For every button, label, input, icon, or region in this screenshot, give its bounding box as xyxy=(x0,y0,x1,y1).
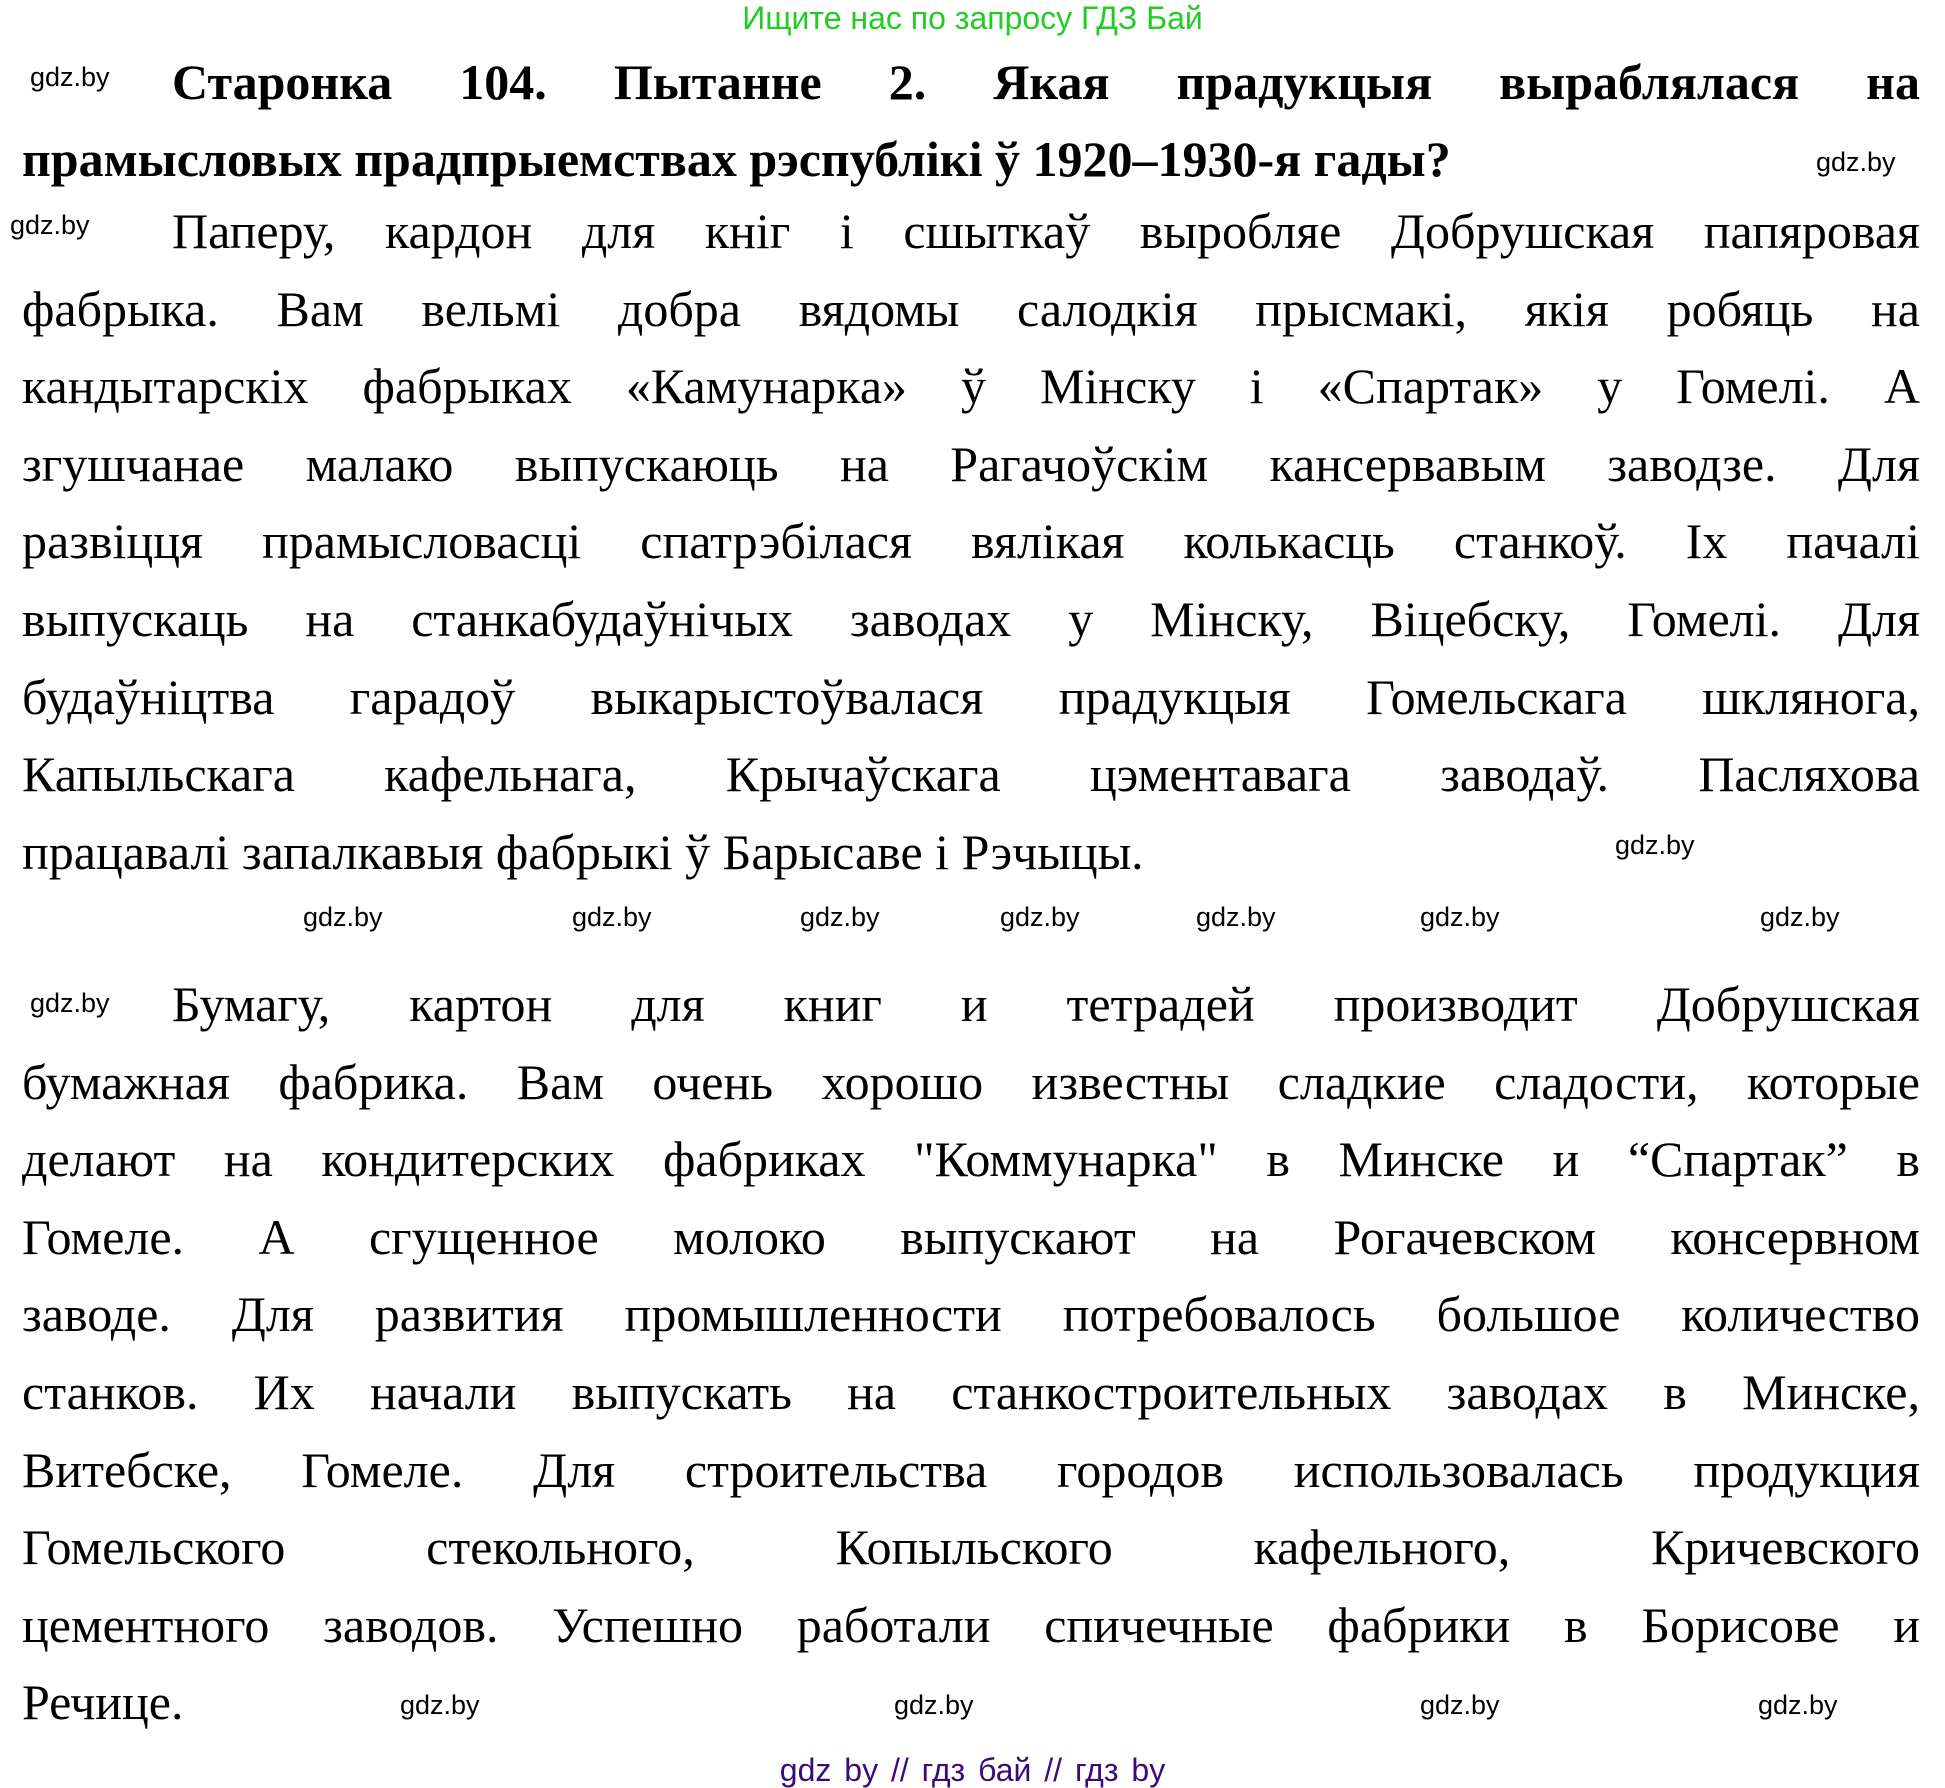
text-line: заводе. Для развития промышленности потребовалось большое количество xyxy=(22,1286,1920,1343)
watermark: gdz.by xyxy=(1760,902,1840,932)
text-line: фабрыка. Вам вельмі добра вядомы салодкія прысмакі, якія робяць на xyxy=(22,280,1920,337)
text-line: бумажная фабрика. Вам очень хорошо известны сладкие сладости, которые xyxy=(22,1053,1920,1110)
watermark: gdz.by xyxy=(1758,1690,1838,1720)
question-title xyxy=(22,44,1920,198)
text-line: Витебске, Гомеле. Для строительства городов использовалась продукция xyxy=(22,1441,1920,1498)
text-line: цементного заводов. Успешно работали спичечные фабрики в Борисове и xyxy=(22,1596,1920,1653)
text-line: Гомеле. А сгущенное молоко выпускают на Рогачевском консервном xyxy=(22,1208,1920,1265)
title-line: прамысловых прадпрыемствах рэспублікі ў 1920–1930-я гады? xyxy=(22,131,1451,187)
text-line: працавалі запалкавыя фабрыкі ў Барысаве і Рэчыцы. xyxy=(22,823,1144,880)
text-line: кандытарскіх фабрыках «Камунарка» ў Мінску і «Спартак» у Гомелі. А xyxy=(22,358,1920,415)
watermark: gdz.by xyxy=(1196,902,1276,932)
title-line: Старонка 104. Пытанне 2. Якая прадукцыя выраблялася на xyxy=(172,54,1920,110)
watermark: gdz.by xyxy=(1615,830,1695,860)
text-line: станков. Их начали выпускать на станкостроительных заводах в Минске, xyxy=(22,1363,1920,1420)
watermark: gdz.by xyxy=(30,62,110,92)
text-line: делают на кондитерских фабриках "Коммунарка" в Минске и “Спартак” в xyxy=(22,1131,1920,1188)
watermark: gdz.by xyxy=(1000,902,1080,932)
watermark: gdz.by xyxy=(400,1690,480,1720)
text-line: Капыльскага кафельнага, Крычаўскага цэментавага заводаў. Пасляхова xyxy=(22,746,1920,803)
watermark: gdz.by xyxy=(1816,147,1896,177)
watermark: gdz.by xyxy=(572,902,652,932)
search-banner: Ищите нас по запросу ГДЗ Бай xyxy=(742,0,1203,36)
watermark: gdz.by xyxy=(303,902,383,932)
watermark: gdz.by xyxy=(894,1690,974,1720)
text-line: Гомельского стекольного, Копыльского кафельного, Кричевского xyxy=(22,1519,1920,1576)
watermark: gdz.by xyxy=(30,988,110,1018)
text-line: будаўніцтва гарадоў выкарыстоўвалася прадукцыя Гомельскага шклянога, xyxy=(22,668,1920,725)
text-line: выпускаць на станкабудаўнічых заводах у Мінску, Віцебску, Гомелі. Для xyxy=(22,590,1920,647)
watermark: gdz.by xyxy=(1420,1690,1500,1720)
watermark: gdz.by xyxy=(1420,902,1500,932)
text-line: Речице. xyxy=(22,1674,184,1731)
watermark: gdz.by xyxy=(10,210,90,240)
text-line: згушчанае малако выпускаюць на Рагачоўскім кансервавым заводзе. Для xyxy=(22,435,1920,492)
answer-paragraph-russian xyxy=(22,966,1920,1742)
footer-links: gdz by // гдз бай // гдз by xyxy=(779,1752,1166,1788)
watermark: gdz.by xyxy=(800,902,880,932)
answer-paragraph-belarusian xyxy=(22,193,1920,891)
text-line: Бумагу, картон для книг и тетрадей производит Добрушская xyxy=(172,976,1920,1032)
text-line: развіцця прамысловасці спатрэбілася вялікая колькасць станкоў. Іх пачалі xyxy=(22,513,1920,570)
text-line: Паперу, кардон для кніг і сшыткаў выробляе Добрушская папяровая xyxy=(172,203,1920,259)
